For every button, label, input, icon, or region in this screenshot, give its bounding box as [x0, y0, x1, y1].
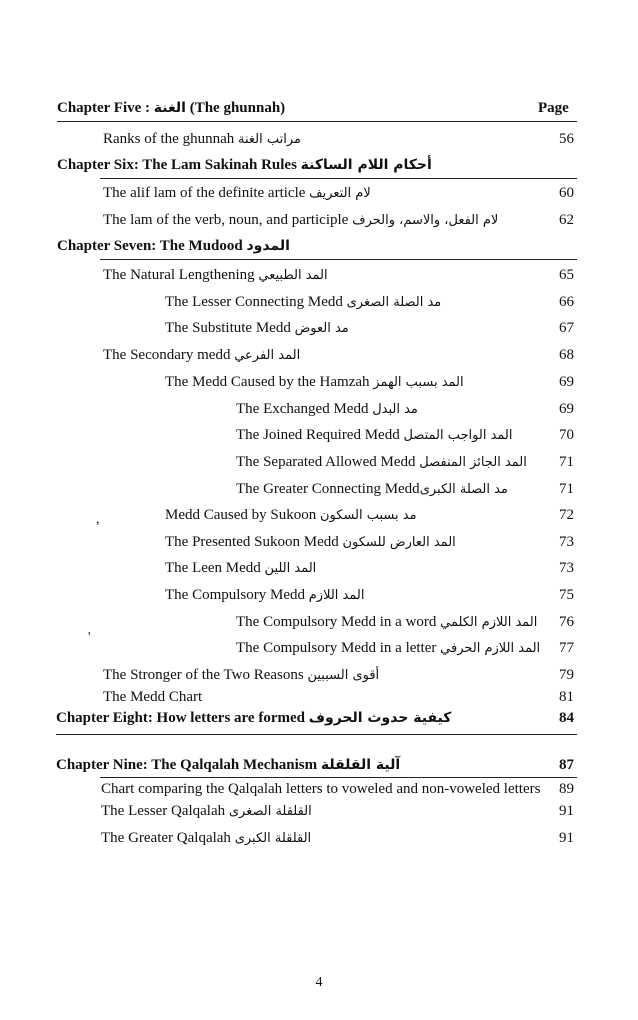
toc-entry — [101, 829, 311, 848]
toc-entry — [103, 666, 379, 685]
entry-ar: مد البدل — [372, 402, 418, 417]
entry-ar: مد الصلة الكبرى — [419, 482, 508, 497]
toc-entry — [103, 130, 301, 149]
chapter-rule — [100, 259, 577, 260]
toc-entry — [101, 780, 540, 798]
chapter-rule — [100, 777, 577, 778]
entry-en: The Exchanged Medd — [236, 401, 369, 417]
entry-en: The Secondary medd — [103, 347, 231, 363]
entry-page: 69 — [559, 401, 574, 417]
entry-page: 73 — [559, 560, 574, 576]
entry-page: 67 — [559, 320, 574, 336]
chapter-rule — [100, 178, 577, 179]
entry-page: 62 — [559, 212, 574, 228]
toc-entry — [165, 293, 441, 312]
entry-page: 65 — [559, 267, 574, 283]
toc-entry — [165, 319, 349, 338]
entry-ar: المد اللازم الحرفي — [440, 641, 541, 656]
toc-entry — [236, 453, 527, 472]
entry-ar: مد العوض — [294, 321, 349, 336]
entry-page: 68 — [559, 347, 574, 363]
toc-entry — [236, 639, 540, 658]
chapter-rule — [56, 734, 577, 735]
entry-ar: لام التعريف — [309, 186, 371, 201]
toc-entry — [165, 559, 316, 578]
toc-entry — [165, 373, 464, 392]
entry-page: 77 — [559, 640, 574, 656]
entry-en: The Substitute Medd — [165, 320, 291, 336]
stray-mark: ' — [88, 630, 91, 645]
heading-ar: آلية القلقلة — [320, 757, 401, 773]
entry-en: Chart comparing the Qalqalah letters to voweled and non-voweled letters — [101, 781, 541, 797]
entry-en: The Greater Qalqalah — [101, 830, 231, 846]
entry-ar: المد اللين — [264, 561, 317, 576]
heading-ar: أحكام اللام الساكنة — [300, 157, 432, 173]
entry-ar: المد بسبب الهمز — [373, 375, 464, 390]
entry-en: The Greater Connecting Medd — [236, 481, 420, 497]
entry-page: 70 — [559, 427, 574, 443]
heading-en: Chapter Seven: The Mudood — [57, 238, 243, 254]
entry-ar: المد الفرعي — [234, 348, 301, 363]
entry-ar: مراتب الغنة — [237, 132, 301, 147]
toc-entry — [165, 506, 417, 525]
entry-ar: المد الجائز المنفصل — [419, 455, 527, 470]
heading-ar: الغنة — [153, 100, 186, 116]
entry-page: 89 — [559, 781, 574, 797]
entry-en: The Presented Sukoon Medd — [165, 534, 339, 550]
entry-page: 81 — [559, 689, 574, 705]
entry-page: 60 — [559, 185, 574, 201]
entry-en: Ranks of the ghunnah — [103, 131, 235, 147]
entry-page: 72 — [559, 507, 574, 523]
heading-en: Chapter Eight: How letters are formed — [56, 710, 305, 726]
toc-entry — [165, 586, 364, 605]
entry-en: The Lesser Qalqalah — [101, 803, 226, 819]
entry-page: 76 — [559, 614, 574, 630]
toc-entry — [101, 802, 312, 821]
entry-ar: أقوى السببين — [307, 668, 380, 683]
page-column-label: Page — [538, 100, 569, 116]
entry-en: The Compulsory Medd in a word — [236, 614, 437, 630]
page-number: 4 — [315, 975, 323, 990]
entry-en: The Joined Required Medd — [236, 427, 400, 443]
heading-ar: كيفية حدوث الحروف — [308, 710, 452, 726]
toc-entry — [103, 184, 371, 203]
toc-entry — [103, 688, 202, 706]
chapter-nine-heading — [56, 756, 400, 774]
entry-page: 79 — [559, 667, 574, 683]
entry-en: The Separated Allowed Medd — [236, 454, 416, 470]
entry-ar: المد العارض للسكون — [342, 535, 456, 550]
toc-entry — [236, 400, 418, 419]
chapter-eight-heading — [56, 709, 451, 727]
entry-page: 75 — [559, 587, 574, 603]
entry-en: Medd Caused by Sukoon — [165, 507, 317, 523]
header-rule — [57, 121, 577, 122]
entry-ar: المد الواجب المتصل — [403, 428, 513, 443]
entry-page: 69 — [559, 374, 574, 390]
chapter-seven-heading — [57, 237, 290, 255]
stray-mark: , — [96, 512, 100, 527]
entry-ar: القلقلة الكبرى — [234, 831, 312, 846]
entry-ar: لام الفعل، والاسم، والحرف — [352, 213, 499, 228]
entry-en: The Lesser Connecting Medd — [165, 294, 343, 310]
chapter-page: 87 — [559, 757, 574, 773]
entry-en: The Leen Medd — [165, 560, 261, 576]
heading-en: Chapter Nine: The Qalqalah Mechanism — [56, 757, 318, 773]
heading-ar: المدود — [246, 238, 290, 254]
entry-en: The Natural Lengthening — [103, 267, 255, 283]
entry-en: The lam of the verb, noun, and participle — [103, 212, 349, 228]
entry-page: 71 — [559, 454, 574, 470]
heading-en: Chapter Five : — [57, 100, 151, 116]
heading-en: Chapter Six: The Lam Sakinah Rules — [57, 157, 297, 173]
heading-en-2: (The ghunnah) — [189, 100, 286, 116]
entry-en: The Medd Chart — [103, 689, 203, 705]
entry-en: The Medd Caused by the Hamzah — [165, 374, 370, 390]
toc-entry — [236, 480, 508, 499]
toc-entry — [236, 426, 512, 445]
entry-page: 91 — [559, 830, 574, 846]
entry-en: The Compulsory Medd — [165, 587, 305, 603]
entry-ar: مد بسبب السكون — [320, 508, 417, 523]
chapter-six-heading — [57, 156, 432, 174]
chapter-five-heading — [57, 99, 285, 117]
entry-en: The Compulsory Medd in a letter — [236, 640, 437, 656]
entry-page: 56 — [559, 131, 574, 147]
toc-entry — [103, 211, 498, 230]
toc-entry — [165, 533, 456, 552]
entry-ar: المد اللازم — [308, 588, 365, 603]
toc-entry — [103, 266, 328, 285]
entry-ar: القلقلة الصغرى — [228, 804, 312, 819]
entry-ar: مد الصلة الصغرى — [346, 295, 442, 310]
chapter-page: 84 — [559, 710, 574, 726]
entry-page: 91 — [559, 803, 574, 819]
entry-page: 66 — [559, 294, 574, 310]
entry-page: 73 — [559, 534, 574, 550]
entry-page: 71 — [559, 481, 574, 497]
entry-ar: المد الطبيعي — [258, 268, 328, 283]
entry-ar: المد اللازم الكلمي — [440, 615, 538, 630]
toc-entry — [236, 613, 537, 632]
entry-en: The Stronger of the Two Reasons — [103, 667, 304, 683]
entry-en: The alif lam of the definite article — [103, 185, 306, 201]
toc-entry — [103, 346, 300, 365]
